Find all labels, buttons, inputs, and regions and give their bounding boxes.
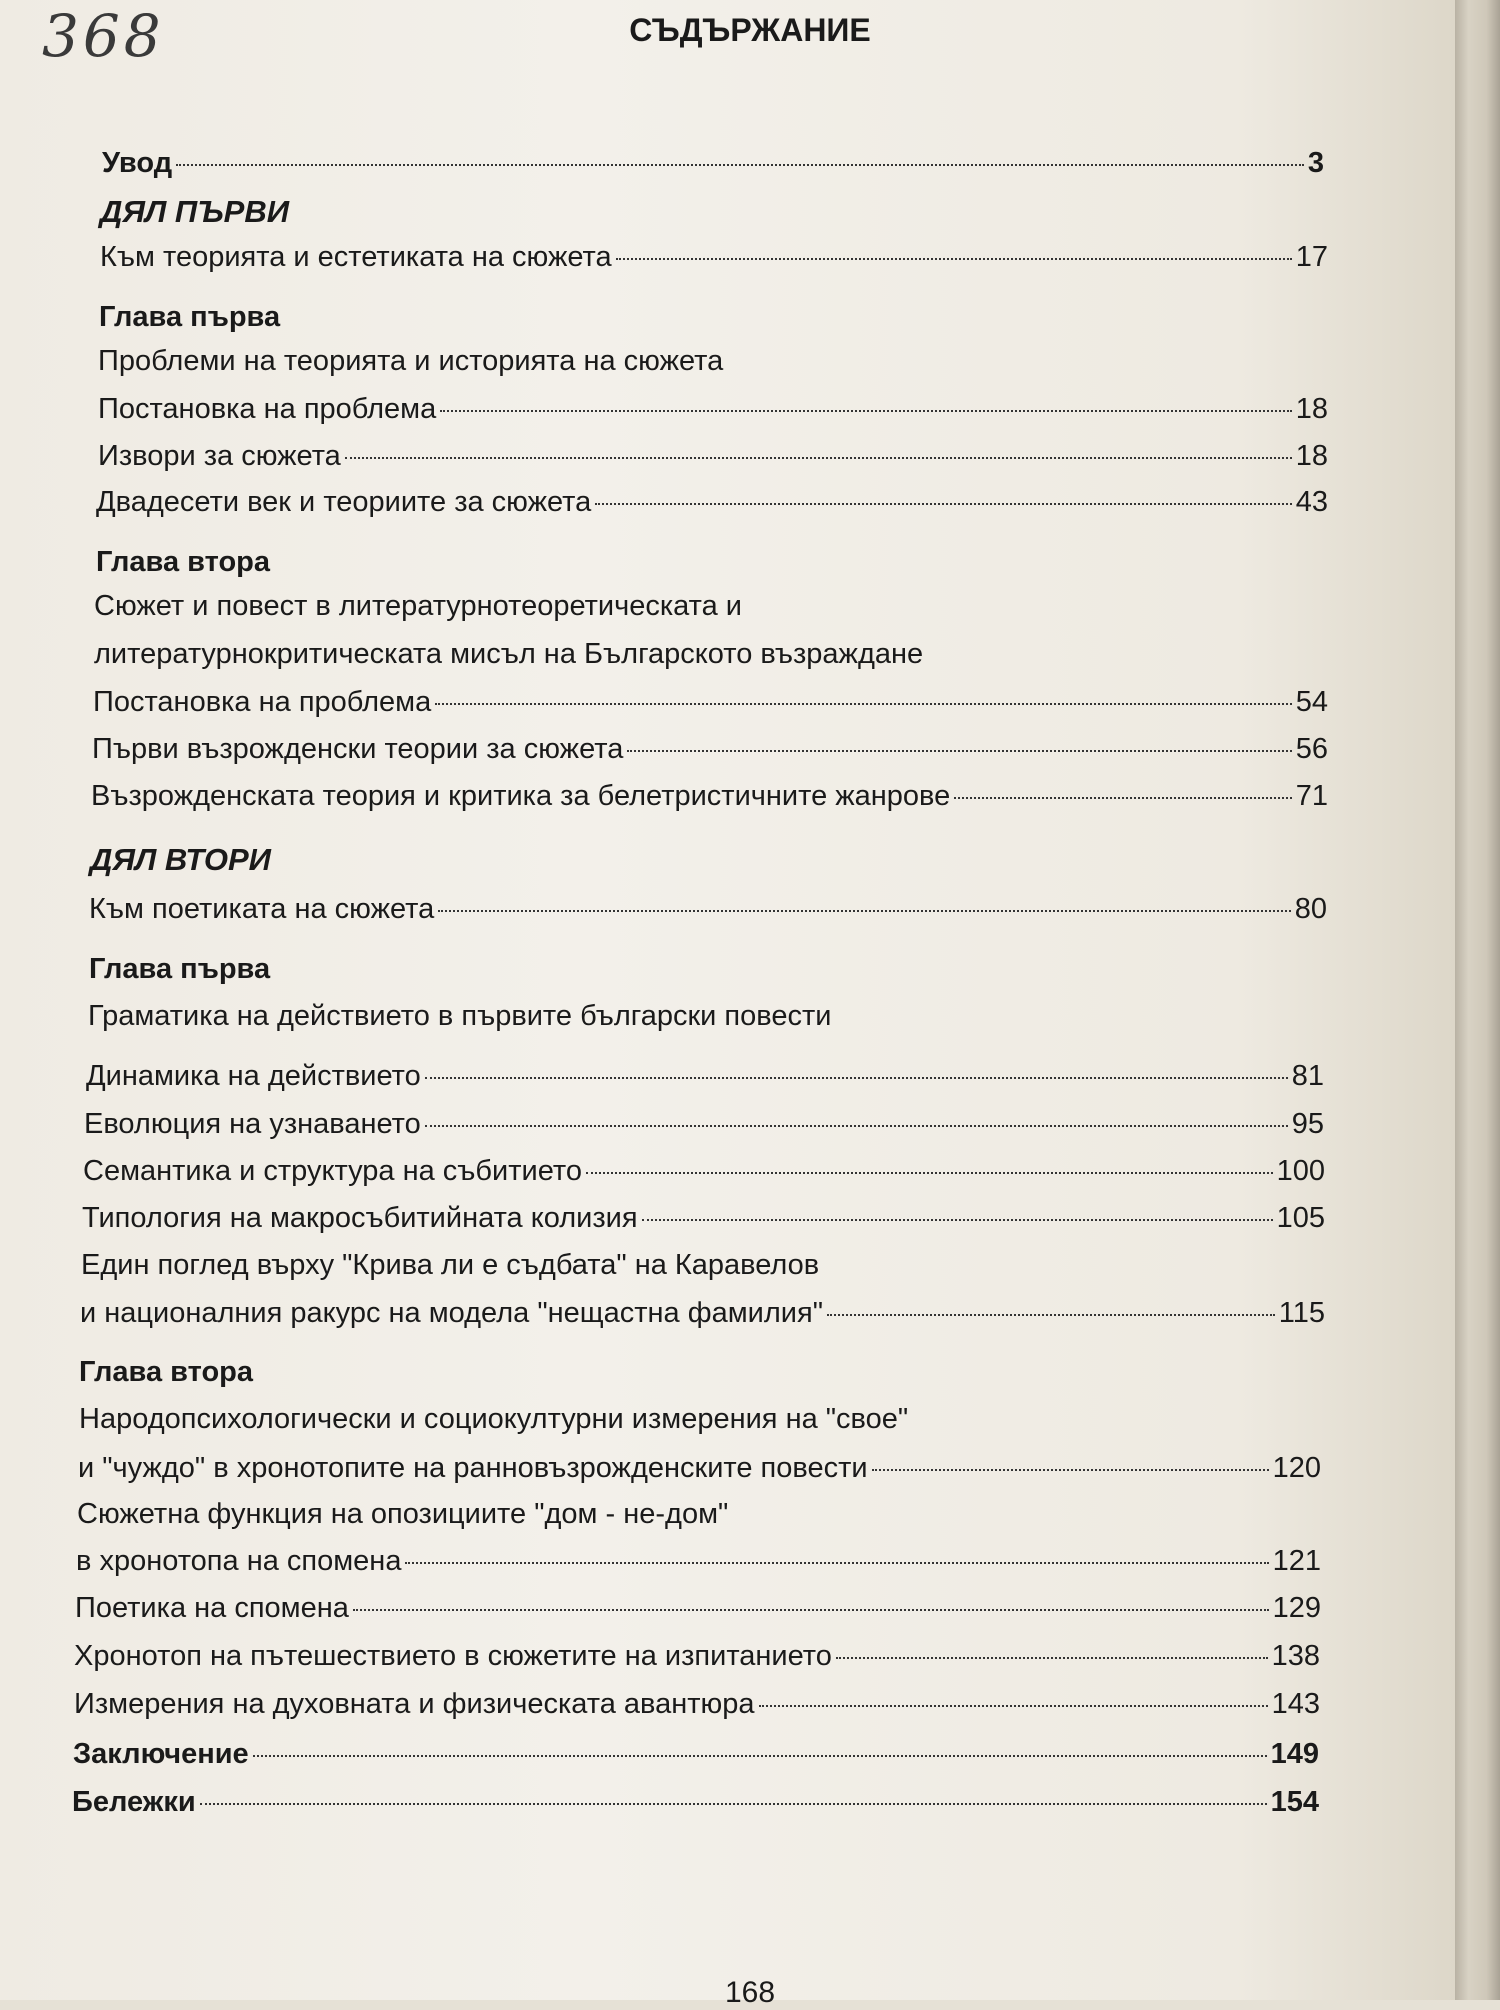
page-edge — [1455, 0, 1500, 2000]
toc-entry: Един поглед върху "Крива ли е съдбата" на Каравелов — [81, 1249, 820, 1281]
toc-entry-conclusion: Заключение 149 — [73, 1738, 1319, 1770]
chapter-heading: Глава втора — [79, 1356, 253, 1388]
handwritten-mark: 368 — [42, 2, 165, 70]
section-heading-part-two: ДЯЛ ВТОРИ — [90, 842, 271, 877]
toc-entry: Хронотоп на пътешествието в сюжетите на изпитанието 138 — [74, 1640, 1320, 1672]
toc-entry: Народопсихологически и социокултурни измерения на "свое" — [79, 1403, 909, 1435]
toc-entry: в хронотопа на спомена 121 — [76, 1545, 1321, 1577]
toc-entry: Към теорията и естетиката на сюжета 17 — [100, 241, 1328, 273]
toc-entry: Постановка на проблема 18 — [98, 393, 1328, 425]
toc-entry: Динамика на действието 81 — [86, 1060, 1324, 1092]
toc-entry: Семантика и структура на събитието 100 — [83, 1155, 1325, 1187]
toc-entry-notes: Бележки 154 — [72, 1786, 1319, 1818]
toc-entry: Извори за сюжета 18 — [98, 440, 1328, 472]
toc-entry: Двадесети век и теориите за сюжета 43 — [96, 486, 1328, 518]
toc-entry: Проблеми на теорията и историята на сюжета — [98, 345, 724, 377]
toc-entry: и националния ракурс на модела "нещастна фамилия" 115 — [80, 1297, 1325, 1329]
toc-entry: Сюжет и повест в литературнотеоретическата и — [94, 590, 742, 622]
page-title: СЪДЪРЖАНИЕ — [629, 12, 871, 48]
chapter-heading: Глава първа — [89, 953, 271, 985]
toc-entry: Възрожденската теория и критика за белетристичните жанрове 71 — [91, 780, 1328, 812]
toc-entry: Измерения на духовната и физическата авантюра 143 — [74, 1688, 1320, 1720]
chapter-heading: Глава първа — [99, 301, 281, 333]
toc-entry: Еволюция на узнаването 95 — [84, 1108, 1324, 1140]
toc-entry: и "чуждо" в хронотопите на ранновъзрожденските повести 120 — [78, 1452, 1321, 1484]
toc-entry-intro: Увод 3 — [102, 147, 1324, 179]
toc-entry: Поетика на спомена 129 — [75, 1592, 1321, 1624]
section-heading-part-one: ДЯЛ ПЪРВИ — [100, 194, 290, 229]
toc-entry: Първи възрожденски теории за сюжета 56 — [92, 733, 1328, 765]
toc-entry: Сюжетна функция на опозициите "дом - не-дом" — [77, 1498, 729, 1530]
chapter-heading: Глава втора — [96, 546, 270, 578]
toc-entry: Постановка на проблема 54 — [93, 686, 1328, 718]
toc-entry: Граматика на действието в първите български повести — [88, 1000, 832, 1032]
toc-entry: Типология на макросъбитийната колизия 105 — [82, 1202, 1325, 1234]
toc-entry: Към поетиката на сюжета 80 — [89, 893, 1327, 925]
page-number: 168 — [724, 1976, 776, 2009]
toc-entry: литературнокритическата мисъл на Българското възраждане — [94, 638, 924, 670]
